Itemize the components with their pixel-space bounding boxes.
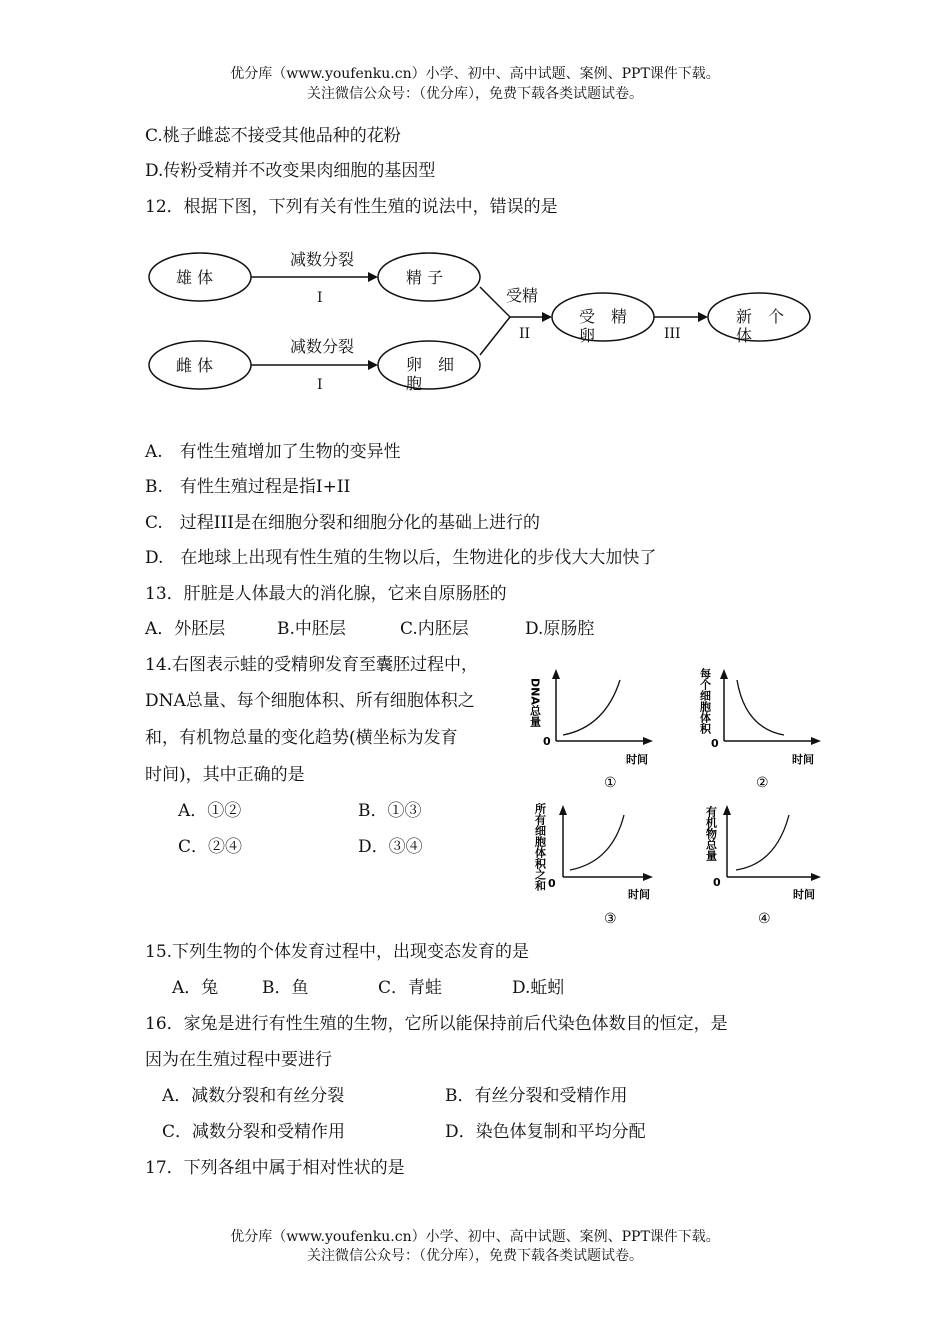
- graph-1-dna-total: [529, 669, 654, 791]
- graph-3-number: ③: [604, 911, 617, 927]
- q14-option-a: A．①②: [178, 801, 242, 821]
- q16-option-a: A．减数分裂和有丝分裂: [162, 1086, 345, 1106]
- q15-option-d: D.蚯蚓: [512, 978, 565, 998]
- graph-3-ylabel: 所有细胞体积之和: [533, 803, 547, 891]
- q16-stem-line-2: 因为在生殖过程中要进行: [145, 1050, 332, 1070]
- q14-option-c: C．②④: [178, 837, 243, 857]
- q14-option-b: B．①③: [358, 801, 422, 821]
- step-iii: III: [664, 326, 681, 342]
- graph-3-total-volume: [534, 802, 654, 927]
- meiosis-label-2: 减数分裂: [290, 337, 355, 356]
- q16-option-b: B．有丝分裂和受精作用: [445, 1086, 628, 1106]
- step-ii: II: [519, 326, 531, 342]
- q12-option-c: C. 过程III是在细胞分裂和细胞分化的基础上进行的: [145, 513, 540, 533]
- q17-stem: 17．下列各组中属于相对性状的是: [145, 1158, 405, 1178]
- graph-4-number: ④: [758, 911, 771, 927]
- q13-stem: 13．肝脏是人体最大的消化腺，它来自原肠胚的: [145, 584, 507, 604]
- new-individual-label-bottom: 体: [736, 326, 753, 345]
- graph-4-ylabel: 有机物总量: [704, 806, 718, 861]
- q14-stem-line-1: 14.右图表示蛙的受精卵发育至囊胚过程中，: [145, 655, 479, 675]
- q13-option-c: C.内胚层: [400, 619, 469, 639]
- q14-stem-line-3: 和，有机物总量的变化趋势(横坐标为发育: [145, 728, 458, 748]
- q13-option-a: A．外胚层: [145, 619, 226, 639]
- graph-2-ylabel: 每个细胞体积: [698, 668, 712, 734]
- line-egg-join: [480, 317, 510, 355]
- fertilization-label: 受精: [506, 286, 539, 305]
- new-individual-label-top: 新 个: [736, 307, 785, 326]
- graph-2-xlabel: 时间: [792, 753, 814, 766]
- footer-line-2: 关注微信公众号：（优分库），免费下载各类试题试卷。: [307, 1248, 643, 1264]
- header-line-1: 优分库（www.youfenku.cn）小学、初中、高中试题、案例、PPT课件下载。: [230, 66, 720, 82]
- graph-3-xlabel: 时间: [628, 888, 650, 901]
- q14-stem-line-2: DNA总量、每个细胞体积、所有细胞体积之: [145, 691, 475, 711]
- q12-option-b: B. 有性生殖过程是指I+II: [145, 477, 351, 497]
- q14-stem-line-4: 时间)，其中正确的是: [145, 765, 305, 785]
- graph-1-curve: [563, 680, 620, 735]
- q13-option-b: B.中胚层: [277, 619, 346, 639]
- step-i-bottom: I: [317, 377, 323, 393]
- graph-4-origin: 0: [713, 876, 721, 889]
- graph-4-curve: [736, 815, 789, 870]
- header-line-2: 关注微信公众号：（优分库），免费下载各类试题试卷。: [307, 86, 643, 102]
- q16-stem-line-1: 16．家兔是进行有性生殖的生物，它所以能保持前后代染色体数目的恒定，是: [145, 1014, 728, 1034]
- graph-2-origin: 0: [711, 737, 719, 750]
- q11-option-d: D.传粉受精并不改变果肉细胞的基因型: [145, 161, 436, 181]
- graph-1-origin: 0: [543, 735, 551, 748]
- footer-line-1: 优分库（www.youfenku.cn）小学、初中、高中试题、案例、PPT课件下载。: [230, 1229, 720, 1245]
- q12-option-a: A. 有性生殖增加了生物的变异性: [145, 442, 401, 462]
- q15-option-c: C．青蛙: [378, 978, 443, 998]
- egg-label-bottom: 胞: [406, 374, 423, 393]
- zygote-label-top: 受 精: [579, 307, 628, 326]
- graph-2-cell-volume: [699, 667, 822, 791]
- egg-label-top: 卵 细: [406, 355, 455, 374]
- q14-option-d: D．③④: [358, 837, 423, 857]
- graph-1-xlabel: 时间: [626, 753, 648, 766]
- female-label: 雌 体: [176, 356, 214, 375]
- graph-2-curve: [737, 680, 784, 735]
- q12-stem: 12．根据下图，下列有关有性生殖的说法中，错误的是: [145, 197, 558, 217]
- graph-4-xlabel: 时间: [793, 888, 815, 901]
- q15-stem: 15.下列生物的个体发育过程中，出现变态发育的是: [145, 942, 530, 962]
- q12-option-d: D. 在地球上出现有性生殖的生物以后，生物进化的步伐大大加快了: [145, 548, 657, 568]
- graph-1-ylabel: DNA总量: [528, 678, 542, 727]
- sperm-label: 精 子: [406, 268, 444, 287]
- reproduction-flow-diagram: [0, 0, 950, 420]
- graph-4-organic-matter: [705, 805, 822, 927]
- graph-3-origin: 0: [548, 877, 556, 890]
- male-label: 雄 体: [176, 268, 214, 287]
- q16-option-c: C．减数分裂和受精作用: [162, 1122, 346, 1142]
- graph-3-curve: [570, 815, 624, 870]
- step-i-top: I: [317, 290, 323, 306]
- q15-option-a: A．兔: [172, 978, 219, 998]
- q11-option-c: C.桃子雌蕊不接受其他品种的花粉: [145, 126, 401, 146]
- zygote-label-bottom: 卵: [579, 326, 596, 345]
- q15-option-b: B．鱼: [262, 978, 309, 998]
- graph-1-number: ①: [604, 775, 617, 791]
- q13-option-d: D.原肠腔: [525, 619, 595, 639]
- meiosis-label-1: 减数分裂: [290, 250, 355, 269]
- graph-2-number: ②: [756, 775, 769, 791]
- q16-option-d: D．染色体复制和平均分配: [445, 1122, 646, 1142]
